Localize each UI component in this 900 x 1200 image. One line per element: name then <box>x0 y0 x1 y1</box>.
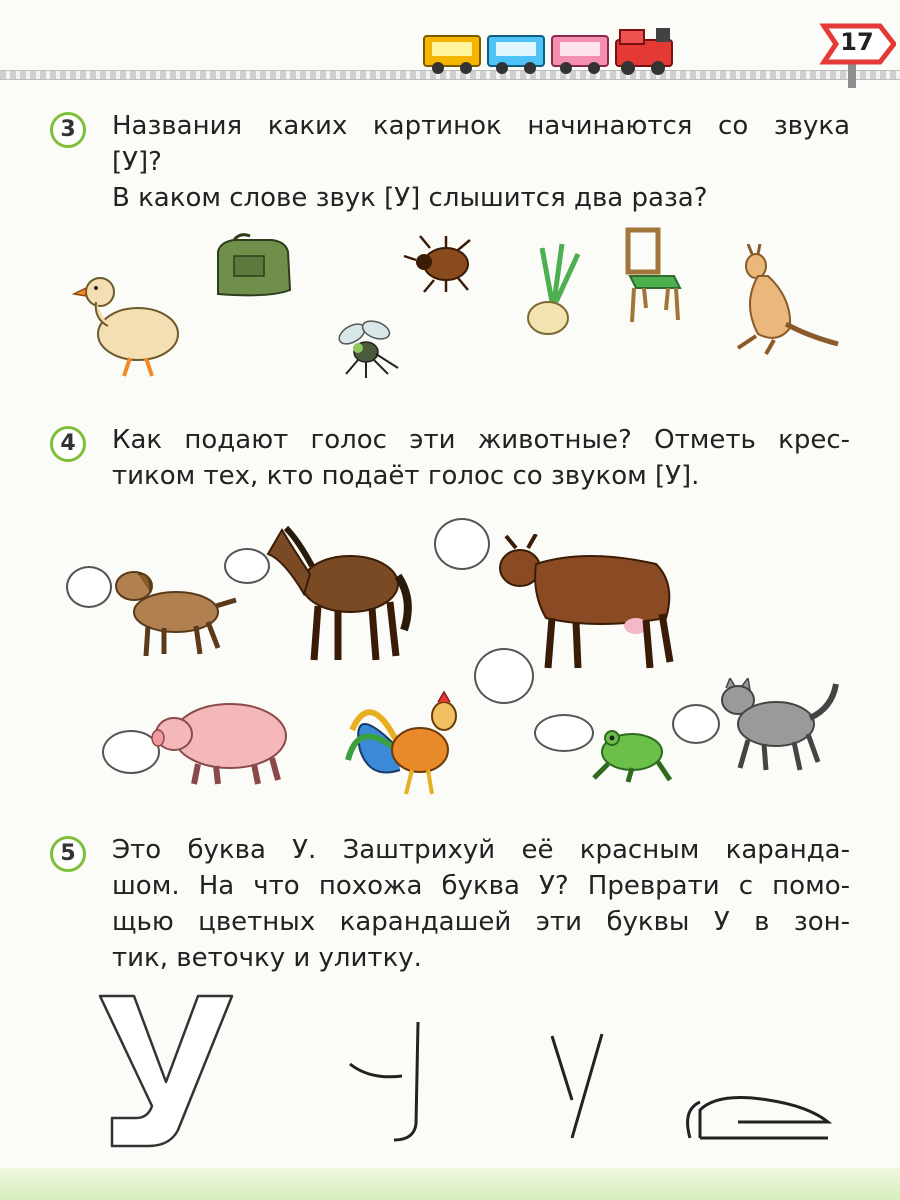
page-number-badge <box>818 18 896 88</box>
letter-y[interactable] <box>548 1030 610 1142</box>
task-4 <box>50 422 860 502</box>
beetle-picture <box>400 232 480 294</box>
task-number: 3 <box>50 112 86 148</box>
task-number: 4 <box>50 426 86 462</box>
speech-bubble[interactable] <box>434 518 490 570</box>
task-line: Это буква У. Заштрихуй её красным каранда- <box>112 835 850 865</box>
frog-picture <box>588 722 672 784</box>
task-line: шом. На что похожа буква У? Преврати с помо- <box>112 871 850 901</box>
chair-picture <box>622 226 686 326</box>
train-icon <box>420 22 700 78</box>
backpack-picture <box>210 232 296 302</box>
page-number: 17 <box>840 28 874 56</box>
task-line: щью цветных карандашей эти буквы У в зон- <box>112 907 850 937</box>
horse-picture <box>254 520 418 668</box>
rooster-picture <box>340 690 470 800</box>
cat-picture <box>714 678 844 774</box>
task-line: Как подают голос эти животные? Отметь крес- <box>112 425 850 455</box>
speech-bubble[interactable] <box>672 704 720 744</box>
duck-picture <box>72 264 184 382</box>
task-text <box>112 832 850 976</box>
task-line: [У]? <box>112 147 162 177</box>
big-outline-letter[interactable] <box>98 994 238 1150</box>
bottom-decorative-band <box>0 1168 900 1200</box>
task-line: тиком тех, кто подаёт голос со звуком [У]. <box>112 461 700 491</box>
task-text <box>112 422 850 494</box>
task-line: тик, веточку и улитку. <box>112 943 422 973</box>
pig-picture <box>150 690 296 786</box>
fly-picture <box>328 312 404 382</box>
onion-picture <box>522 242 588 338</box>
task-5 <box>50 832 860 982</box>
speech-bubble[interactable] <box>474 648 534 704</box>
speech-bubble[interactable] <box>534 714 594 752</box>
snail-letter[interactable] <box>678 1082 834 1144</box>
hook-letter[interactable] <box>346 1020 430 1146</box>
task-number: 5 <box>50 836 86 872</box>
kangaroo-picture <box>728 244 842 356</box>
speech-bubble[interactable] <box>66 566 112 608</box>
task-text <box>112 108 850 216</box>
task-line: В каком слове звук [У] слышится два раза? <box>112 183 708 213</box>
dog-picture <box>108 560 238 660</box>
task-line: Названия каких картинок начинаются со звука <box>112 111 850 141</box>
